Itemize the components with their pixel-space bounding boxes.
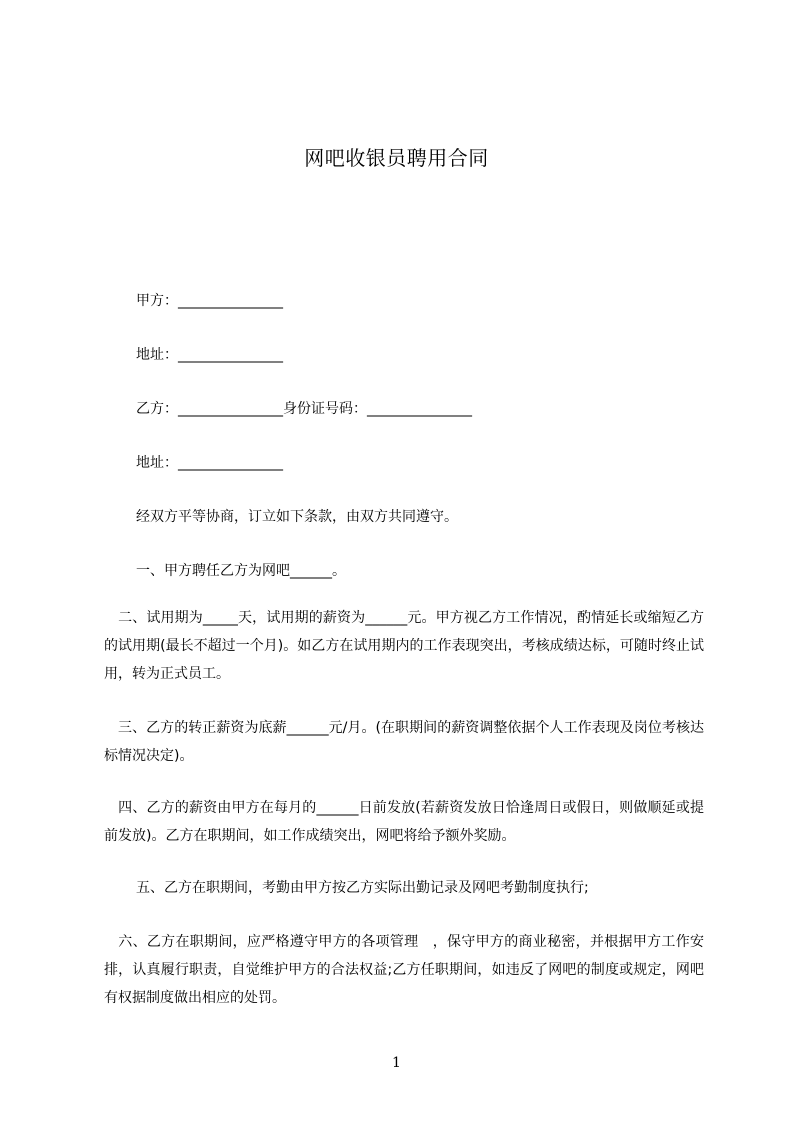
party-a-line: 甲方：_______________ [136, 293, 283, 309]
clause-1: 一、甲方聘任乙方为网吧______。 [136, 563, 346, 579]
clause-5: 五、乙方在职期间，考勤由甲方按乙方实际出勤记录及网吧考勤制度执行; [136, 880, 589, 896]
clause-3: 三、乙方的转正薪资为底薪______元/月。(在职期间的薪资调整依据个人工作表现及岗位考核达标情况决定)。 [104, 720, 704, 764]
document-title: 网吧收银员聘用合同 [304, 146, 489, 170]
clause-4: 四、乙方的薪资由甲方在每月的______日前发放(若薪资发放日恰逢周日或假日，则做顺延或提前发放)。乙方在职期间，如工作成绩突出，网吧将给予额外奖励。 [104, 800, 704, 844]
page-number: 1 [392, 1055, 401, 1071]
intro-line: 经双方平等协商，订立如下条款，由双方共同遵守。 [136, 509, 458, 525]
party-b-line: 乙方：_______________身份证号码：_______________ [136, 401, 472, 417]
clause-2: 二、试用期为_____天，试用期的薪资为______元。甲方视乙方工作情况，酌情延长或缩短乙方的试用期(最长不超过一个月)。如乙方在试用期内的工作表现突出，考核成绩达标，可随时终止试用，转为正式员工。 [104, 610, 704, 682]
address-a-line: 地址：_______________ [136, 347, 283, 363]
clause-6: 六、乙方在职期间，应严格遵守甲方的各项管理 ，保守甲方的商业秘密，并根据甲方工作安排，认真履行职责，自觉维护甲方的合法权益;乙方任职期间，如违反了网吧的制度或规定，网吧有权据制度做出相应的处罚。 [104, 934, 704, 1006]
address-b-line: 地址：_______________ [136, 455, 283, 471]
